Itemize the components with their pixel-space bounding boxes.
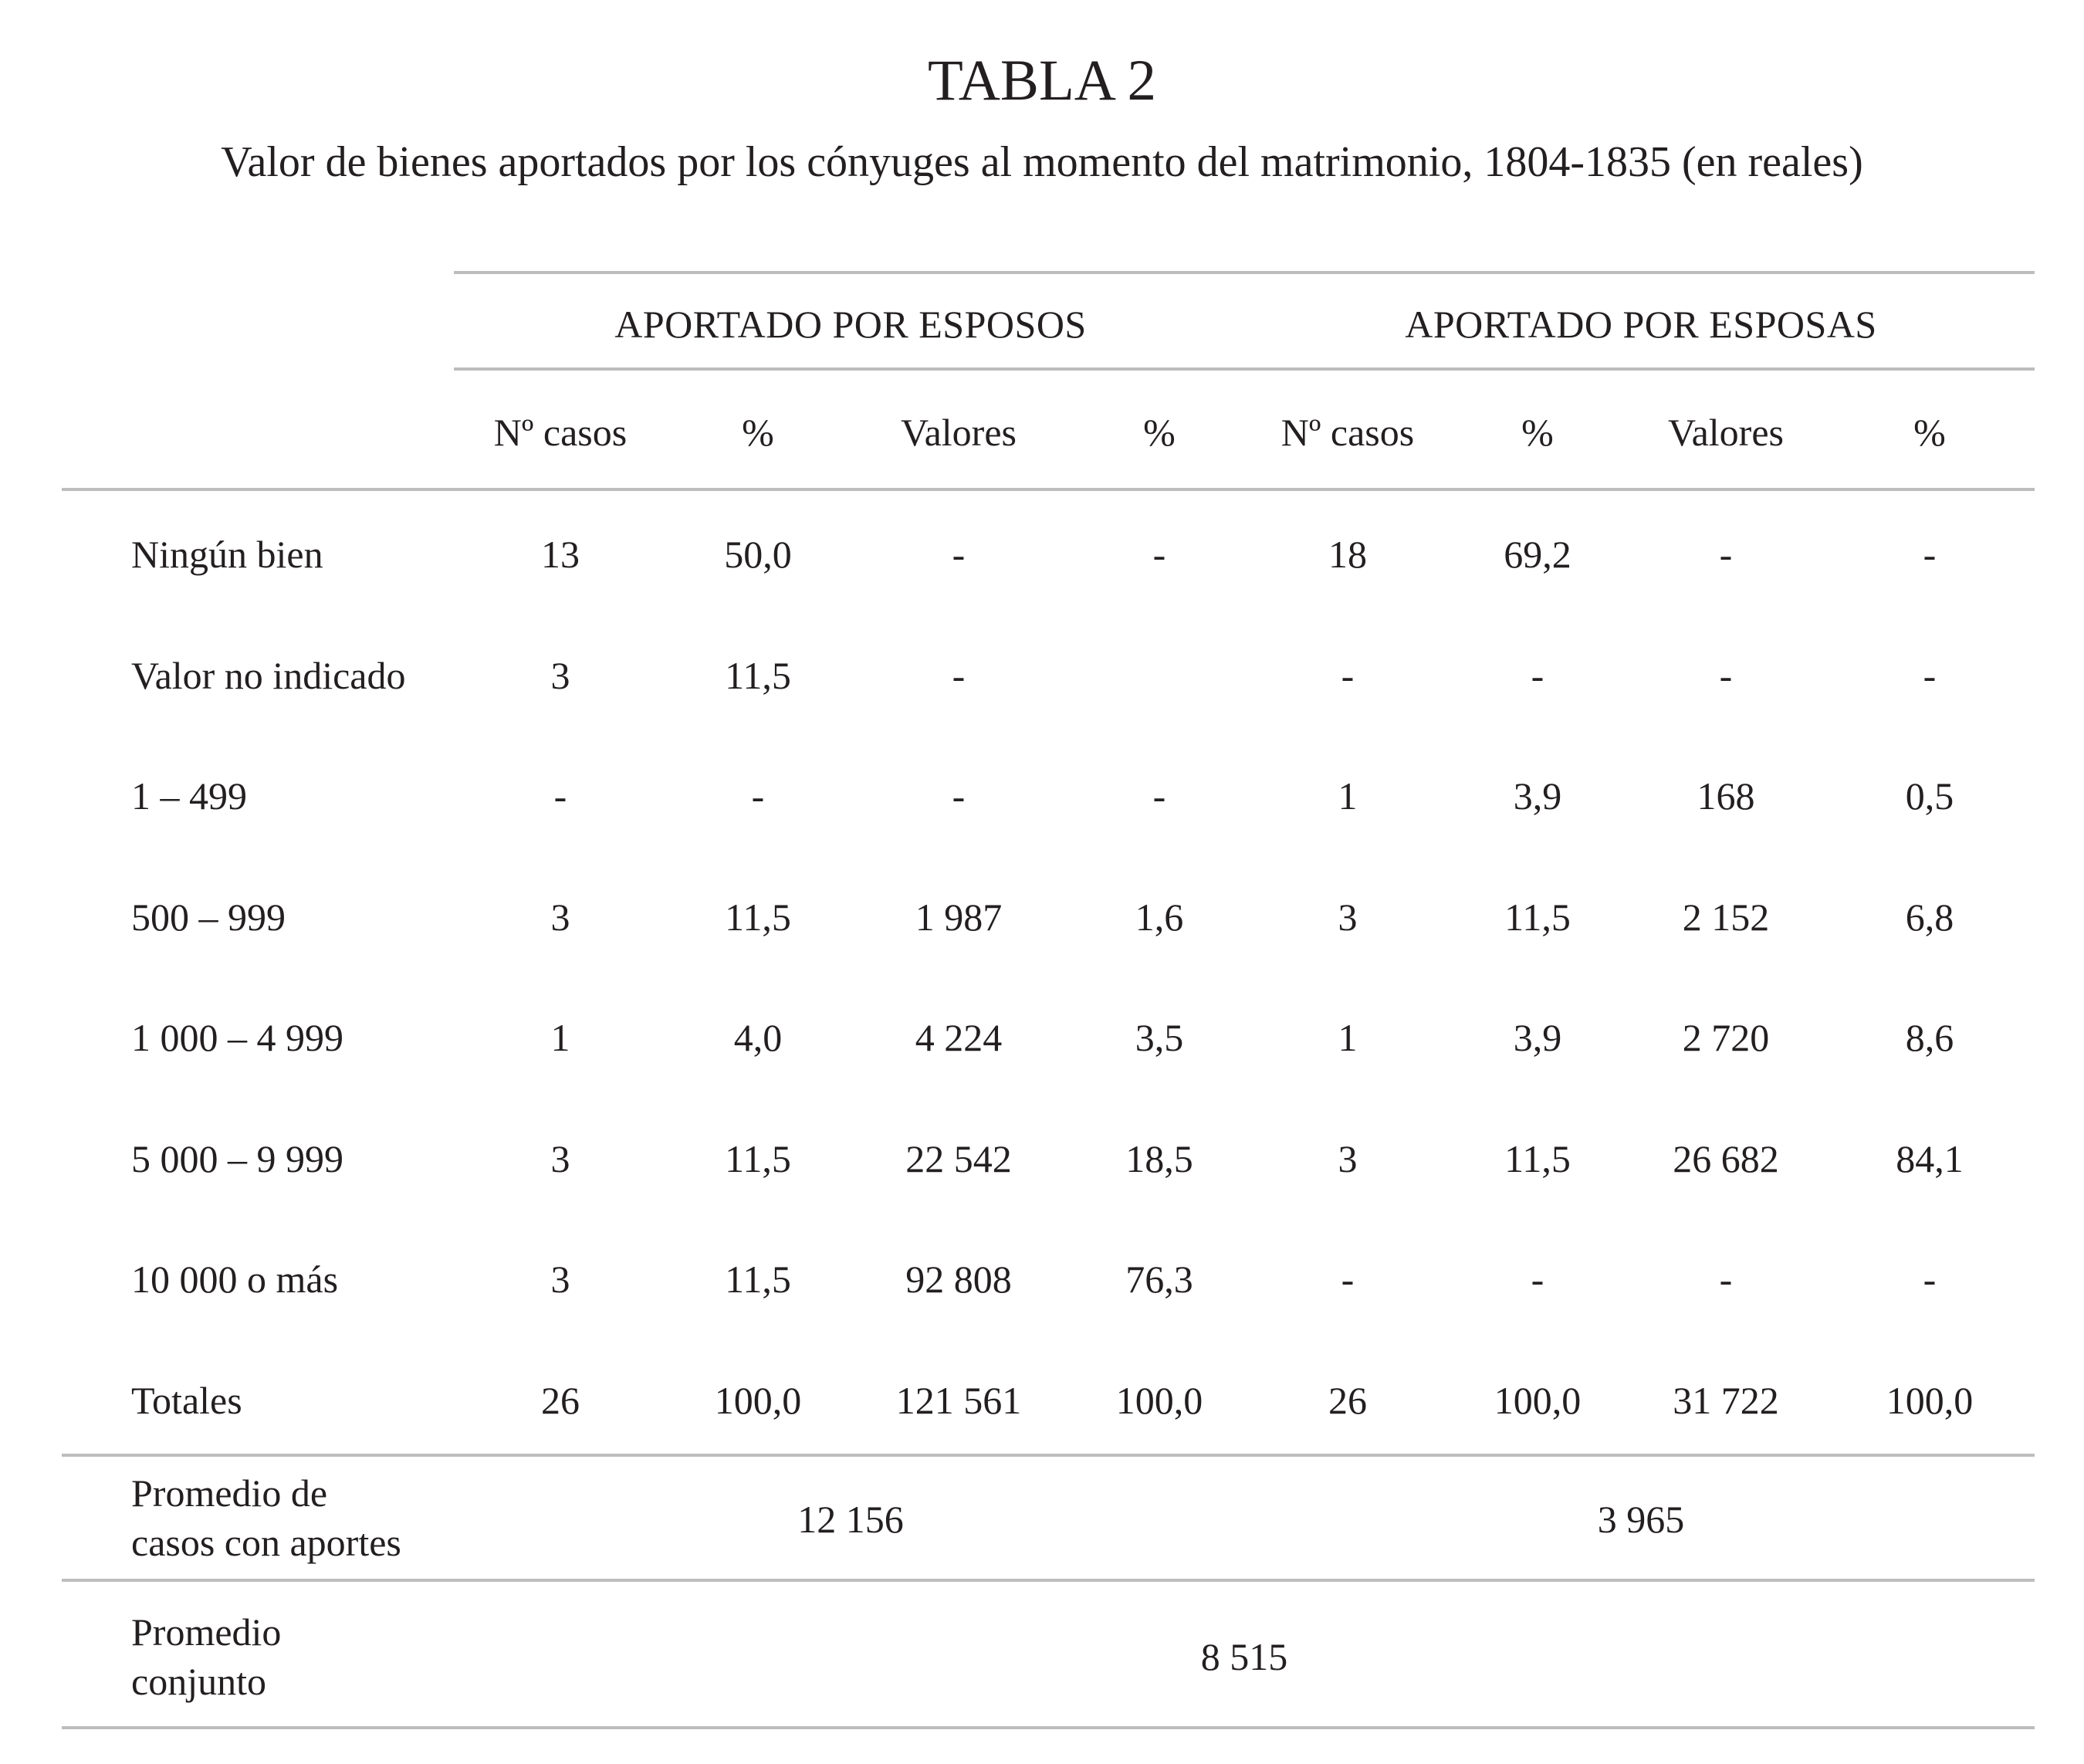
table-cell: 11,5 [1504,895,1571,939]
table-cell: 168 [1697,774,1755,818]
promedio-conjunto-label-line: Promedio [131,1610,282,1654]
table-cell: - [1152,533,1166,576]
table-cell: 26 682 [1673,1136,1779,1180]
table-cell: - [1719,533,1733,576]
table-cell: 11,5 [725,653,791,697]
table-cell: - [1923,533,1937,576]
table-cell: 18 [1328,533,1367,576]
column-header: Valores [1668,411,1784,454]
table-cell: 11,5 [1504,1136,1571,1180]
column-header: % [1143,411,1176,454]
table-cell: 11,5 [725,1258,791,1301]
table-subtitle: Valor de bienes aportados por los cónyuges al momento del matrimonio, 1804-1835 (en reales) [221,138,1863,186]
group-header-esposas: APORTADO POR ESPOSAS [1405,303,1877,346]
table-cell: 8,6 [1905,1016,1954,1059]
row-label: Totales [131,1378,242,1422]
column-header: % [1913,411,1946,454]
table-cell: 6,8 [1905,895,1954,939]
table-cell: - [952,653,966,697]
promedio-rule [62,1579,2035,1582]
table-cell: 3,9 [1513,774,1562,818]
table-cell: 3 [550,653,570,697]
promedio-casos-label-line: casos con aportes [131,1521,401,1564]
table-cell: - [1341,653,1355,697]
table-cell: - [1341,1258,1355,1301]
table-cell: 100,0 [1494,1378,1582,1422]
table-cell: 13 [541,533,580,576]
table-cell: - [1923,1258,1937,1301]
table-cell: 84,1 [1896,1136,1964,1180]
table-cell: 69,2 [1504,533,1571,576]
table-cell: 50,0 [724,533,792,576]
table-cell: 3,5 [1135,1016,1184,1059]
table-cell: 3 [550,895,570,939]
totals-rule [62,1454,2035,1457]
table-cell: - [1923,653,1937,697]
row-label: 500 – 999 [131,895,286,939]
header-rule [62,488,2035,491]
promedio-esposos-value: 12 156 [797,1498,904,1541]
table-cell: - [751,774,765,818]
table-cell: 4,0 [733,1016,783,1059]
row-label: 1 000 – 4 999 [131,1016,343,1059]
table-cell: 26 [541,1378,580,1422]
table-cell: 31 722 [1673,1378,1779,1422]
column-header: Nº casos [1281,411,1415,454]
top-rule [454,271,2035,274]
promedio-conjunto-label [131,1607,281,1706]
table-cell: - [952,774,966,818]
promedio-esposas-value: 3 965 [1597,1498,1685,1541]
table-cell: 2 152 [1682,895,1770,939]
row-label: 5 000 – 9 999 [131,1136,343,1180]
table-cell: 11,5 [725,895,791,939]
table-cell: 1 [1338,1016,1358,1059]
table-cell: 4 224 [915,1016,1003,1059]
promedio-casos-label [131,1468,401,1567]
table-cell: 3 [550,1136,570,1180]
table-cell: 100,0 [1115,1378,1203,1422]
table-cell: 1,6 [1135,895,1184,939]
column-header: Nº casos [493,411,628,454]
table-cell: - [1531,1258,1544,1301]
table-cell: 3 [550,1258,570,1301]
group-rule [454,367,2035,371]
table-cell: 3 [1338,895,1358,939]
promedio-conjunto-value: 8 515 [1200,1635,1288,1678]
table-cell: - [1152,774,1166,818]
table-cell: 100,0 [1886,1378,1974,1422]
table-cell: - [1719,1258,1733,1301]
table-cell: 3,9 [1513,1016,1562,1059]
table-cell: 1 987 [915,895,1003,939]
column-header: % [1521,411,1554,454]
table-cell: 11,5 [725,1136,791,1180]
table-cell: 26 [1328,1378,1367,1422]
table-title: TABLA 2 [927,49,1157,113]
table-cell: 3 [1338,1136,1358,1180]
table-cell: 18,5 [1125,1136,1193,1180]
row-label: 1 – 499 [131,774,247,818]
table-cell: - [1719,653,1733,697]
table-cell: 2 720 [1682,1016,1770,1059]
table-cell: 92 808 [905,1258,1012,1301]
row-label: 10 000 o más [131,1258,339,1301]
column-header: % [742,411,774,454]
table-cell: 100,0 [714,1378,802,1422]
table-cell: 1 [1338,774,1358,818]
row-label: Valor no indicado [131,653,406,697]
table-cell: - [952,533,966,576]
row-label: Ningún bien [131,533,323,576]
column-header: Valores [901,411,1017,454]
promedio-conjunto-label-line: conjunto [131,1660,266,1703]
table-cell: 76,3 [1125,1258,1193,1301]
table-cell: - [1531,653,1544,697]
promedio-casos-label-line: Promedio de [131,1471,328,1515]
table-cell: 1 [550,1016,570,1059]
table-cell: - [553,774,567,818]
group-header-esposos: APORTADO POR ESPOSOS [614,303,1087,346]
table-cell: 121 561 [895,1378,1022,1422]
table-cell: 0,5 [1905,774,1954,818]
table-cell: 22 542 [905,1136,1012,1180]
bottom-rule [62,1726,2035,1729]
